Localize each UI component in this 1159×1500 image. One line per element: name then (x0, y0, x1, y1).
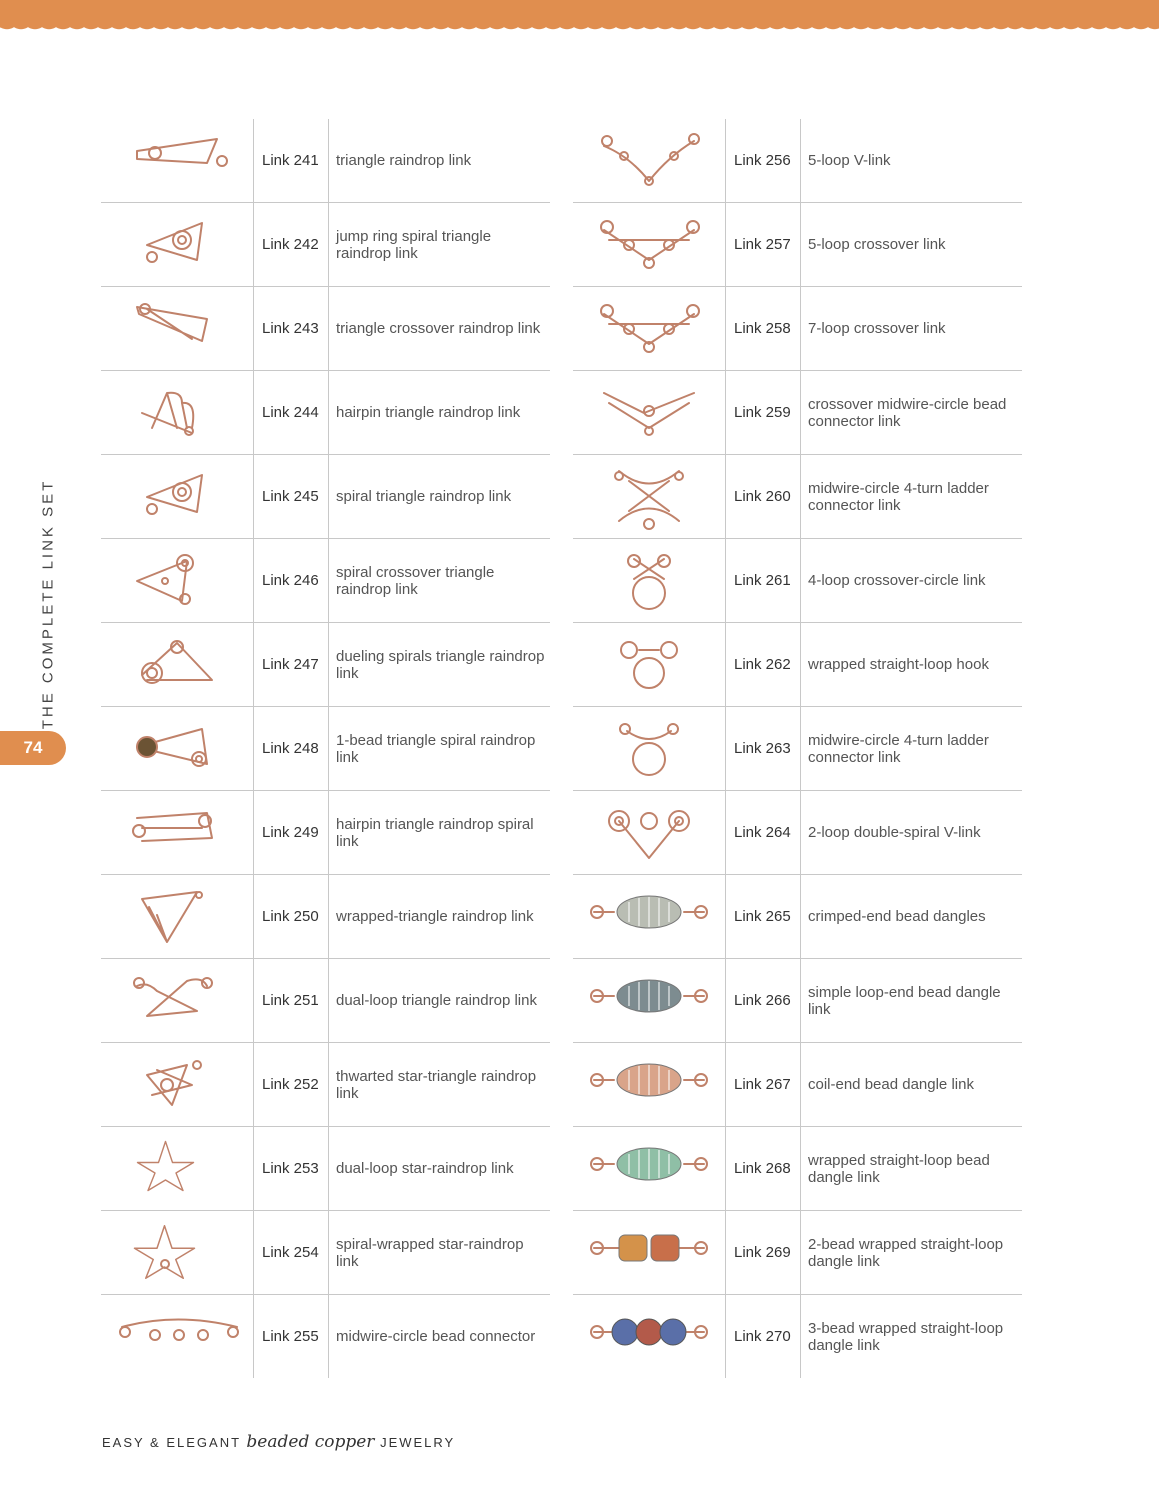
crossover-link-icon (599, 299, 699, 359)
link-image-cell (101, 203, 254, 286)
table-row (573, 371, 1022, 455)
link-number: Link 242 (254, 203, 329, 286)
book-title-suffix: JEWELRY (380, 1435, 456, 1450)
table-row (573, 959, 1022, 1043)
table-row (101, 371, 550, 455)
link-description: coil-end bead dangle link (808, 1076, 974, 1093)
spiral-triangle-icon (127, 215, 227, 275)
link-number: Link 251 (254, 959, 329, 1042)
link-description: triangle crossover raindrop link (336, 320, 541, 337)
link-image-cell (101, 371, 254, 454)
link-number: Link 247 (254, 623, 329, 706)
link-table-right (573, 119, 1022, 1378)
section-title: THE COMPLETE LINK SET (39, 478, 57, 730)
link-number: Link 245 (254, 455, 329, 538)
link-description: 2-loop double-spiral V-link (808, 824, 981, 841)
link-image-cell (573, 1127, 726, 1210)
link-description: dual-loop triangle raindrop link (336, 992, 537, 1009)
link-image-cell (573, 959, 726, 1042)
star-icon (127, 1222, 227, 1284)
link-description: crossover midwire-circle bead connector link (808, 395, 1007, 430)
dueling-spirals-icon (127, 635, 227, 695)
table-row (101, 203, 550, 287)
link-number: Link 254 (254, 1211, 329, 1294)
link-image-cell (101, 1295, 254, 1378)
link-description: hairpin triangle raindrop link (336, 404, 521, 421)
link-description: jump ring spiral triangle raindrop link (336, 227, 492, 262)
link-description: midwire-circle bead connector (336, 1328, 536, 1345)
link-image-cell (573, 707, 726, 790)
link-number: Link 258 (726, 287, 801, 370)
bead-dangle-icon (589, 971, 709, 1031)
link-description: 4-loop crossover-circle link (808, 572, 986, 589)
spiral-triangle-icon (127, 467, 227, 527)
table-row (101, 455, 550, 539)
link-image-cell (101, 875, 254, 958)
table-row (573, 203, 1022, 287)
link-image-cell (101, 959, 254, 1042)
link-description: 2-bead wrapped straight-loop dangle link (808, 1235, 1004, 1270)
link-number: Link 248 (254, 707, 329, 790)
link-number: Link 256 (726, 119, 801, 202)
link-image-cell (573, 119, 726, 202)
loop-hook-icon (599, 635, 699, 695)
book-title (102, 1432, 455, 1452)
link-number: Link 264 (726, 791, 801, 874)
link-image-cell (101, 119, 254, 202)
link-number: Link 260 (726, 455, 801, 538)
table-row (573, 119, 1022, 203)
table-row (101, 1211, 550, 1295)
crossover-circle-icon (599, 551, 699, 611)
double-spiral-icon (599, 803, 699, 863)
link-number: Link 250 (254, 875, 329, 958)
bead-dangle-icon (589, 887, 709, 947)
link-number: Link 244 (254, 371, 329, 454)
wrapped-triangle-icon (127, 887, 227, 947)
link-image-cell (101, 707, 254, 790)
link-image-cell (101, 539, 254, 622)
ladder-circle-icon (599, 719, 699, 779)
table-row (101, 623, 550, 707)
link-image-cell (573, 371, 726, 454)
link-number: Link 241 (254, 119, 329, 202)
table-row (101, 875, 550, 959)
link-number: Link 249 (254, 791, 329, 874)
link-image-cell (101, 1127, 254, 1210)
link-image-cell (101, 623, 254, 706)
link-description: 5-loop crossover link (808, 236, 946, 253)
link-description: wrapped-triangle raindrop link (336, 908, 534, 925)
hairpin-spiral-icon (127, 803, 227, 863)
spiral-crossover-icon (127, 551, 227, 611)
link-image-cell (573, 539, 726, 622)
link-image-cell (573, 1295, 726, 1378)
two-bead-icon (589, 1223, 709, 1283)
link-image-cell (101, 455, 254, 538)
bead-dangle-icon (589, 1055, 709, 1115)
link-description: 7-loop crossover link (808, 320, 946, 337)
table-row (101, 287, 550, 371)
table-row (573, 539, 1022, 623)
link-description: 1-bead triangle spiral raindrop link (336, 731, 536, 766)
table-row (573, 1127, 1022, 1211)
link-number: Link 265 (726, 875, 801, 958)
link-number: Link 269 (726, 1211, 801, 1294)
page-number: 74 (0, 731, 66, 765)
link-image-cell (573, 1043, 726, 1126)
link-number: Link 270 (726, 1295, 801, 1378)
link-description: 3-bead wrapped straight-loop dangle link (808, 1319, 1004, 1354)
link-description: spiral crossover triangle raindrop link (336, 563, 495, 598)
link-description: thwarted star-triangle raindrop link (336, 1067, 537, 1102)
book-title-script: beaded copper (246, 1432, 375, 1452)
bead-triangle-icon (127, 719, 227, 779)
dual-loop-triangle-icon (127, 971, 227, 1031)
table-row (101, 707, 550, 791)
link-description: wrapped straight-loop hook (808, 656, 989, 673)
bead-dangle-icon (589, 1139, 709, 1199)
link-image-cell (101, 791, 254, 874)
three-bead-icon (589, 1307, 709, 1367)
link-number: Link 252 (254, 1043, 329, 1126)
link-description: midwire-circle 4-turn ladder connector link (808, 731, 989, 766)
table-row (573, 707, 1022, 791)
link-image-cell (573, 791, 726, 874)
table-row (573, 1043, 1022, 1127)
link-description: crimped-end bead dangles (808, 908, 986, 925)
crossover-link-icon (599, 215, 699, 275)
table-row (573, 875, 1022, 959)
link-table-left (101, 119, 550, 1378)
link-description: midwire-circle 4-turn ladder connector link (808, 479, 989, 514)
star-raindrop-icon (127, 1138, 227, 1200)
link-image-cell (101, 1211, 254, 1294)
link-description: spiral-wrapped star-raindrop link (336, 1235, 524, 1270)
link-number: Link 261 (726, 539, 801, 622)
ladder-connector-icon (599, 466, 699, 528)
star-triangle-icon (127, 1055, 227, 1115)
table-row (101, 791, 550, 875)
link-image-cell (573, 623, 726, 706)
triangle-crossover-icon (127, 299, 227, 359)
link-image-cell (101, 287, 254, 370)
table-row (101, 1295, 550, 1378)
link-image-cell (573, 203, 726, 286)
table-row (573, 1211, 1022, 1295)
link-description: hairpin triangle raindrop spiral link (336, 815, 534, 850)
link-number: Link 263 (726, 707, 801, 790)
link-number: Link 257 (726, 203, 801, 286)
triangle-raindrop-icon (127, 131, 227, 191)
table-row (573, 455, 1022, 539)
link-number: Link 267 (726, 1043, 801, 1126)
link-image-cell (573, 1211, 726, 1294)
link-image-cell (101, 1043, 254, 1126)
link-number: Link 243 (254, 287, 329, 370)
crossover-connector-icon (599, 383, 699, 443)
link-description: wrapped straight-loop bead dangle link (808, 1151, 990, 1186)
table-row (101, 959, 550, 1043)
link-image-cell (573, 455, 726, 538)
link-number: Link 259 (726, 371, 801, 454)
table-row (573, 791, 1022, 875)
link-description: dueling spirals triangle raindrop link (336, 647, 545, 682)
table-row (573, 623, 1022, 707)
table-row (573, 1295, 1022, 1378)
link-image-cell (573, 875, 726, 958)
link-number: Link 268 (726, 1127, 801, 1210)
header-wave (0, 22, 1159, 36)
book-title-prefix: EASY & ELEGANT (102, 1435, 241, 1450)
v-link-icon (599, 131, 699, 191)
hairpin-triangle-icon (127, 383, 227, 443)
table-row (101, 119, 550, 203)
link-number: Link 266 (726, 959, 801, 1042)
link-number: Link 246 (254, 539, 329, 622)
table-row (573, 287, 1022, 371)
link-number: Link 255 (254, 1295, 329, 1378)
link-image-cell (573, 287, 726, 370)
bead-connector-icon (117, 1307, 237, 1367)
link-description: spiral triangle raindrop link (336, 488, 512, 505)
link-description: 5-loop V-link (808, 152, 891, 169)
link-number: Link 253 (254, 1127, 329, 1210)
link-description: dual-loop star-raindrop link (336, 1160, 514, 1177)
link-description: simple loop-end bead dangle link (808, 983, 1001, 1018)
link-description: triangle raindrop link (336, 152, 472, 169)
table-row (101, 1043, 550, 1127)
link-number: Link 262 (726, 623, 801, 706)
table-row (101, 1127, 550, 1211)
table-row (101, 539, 550, 623)
